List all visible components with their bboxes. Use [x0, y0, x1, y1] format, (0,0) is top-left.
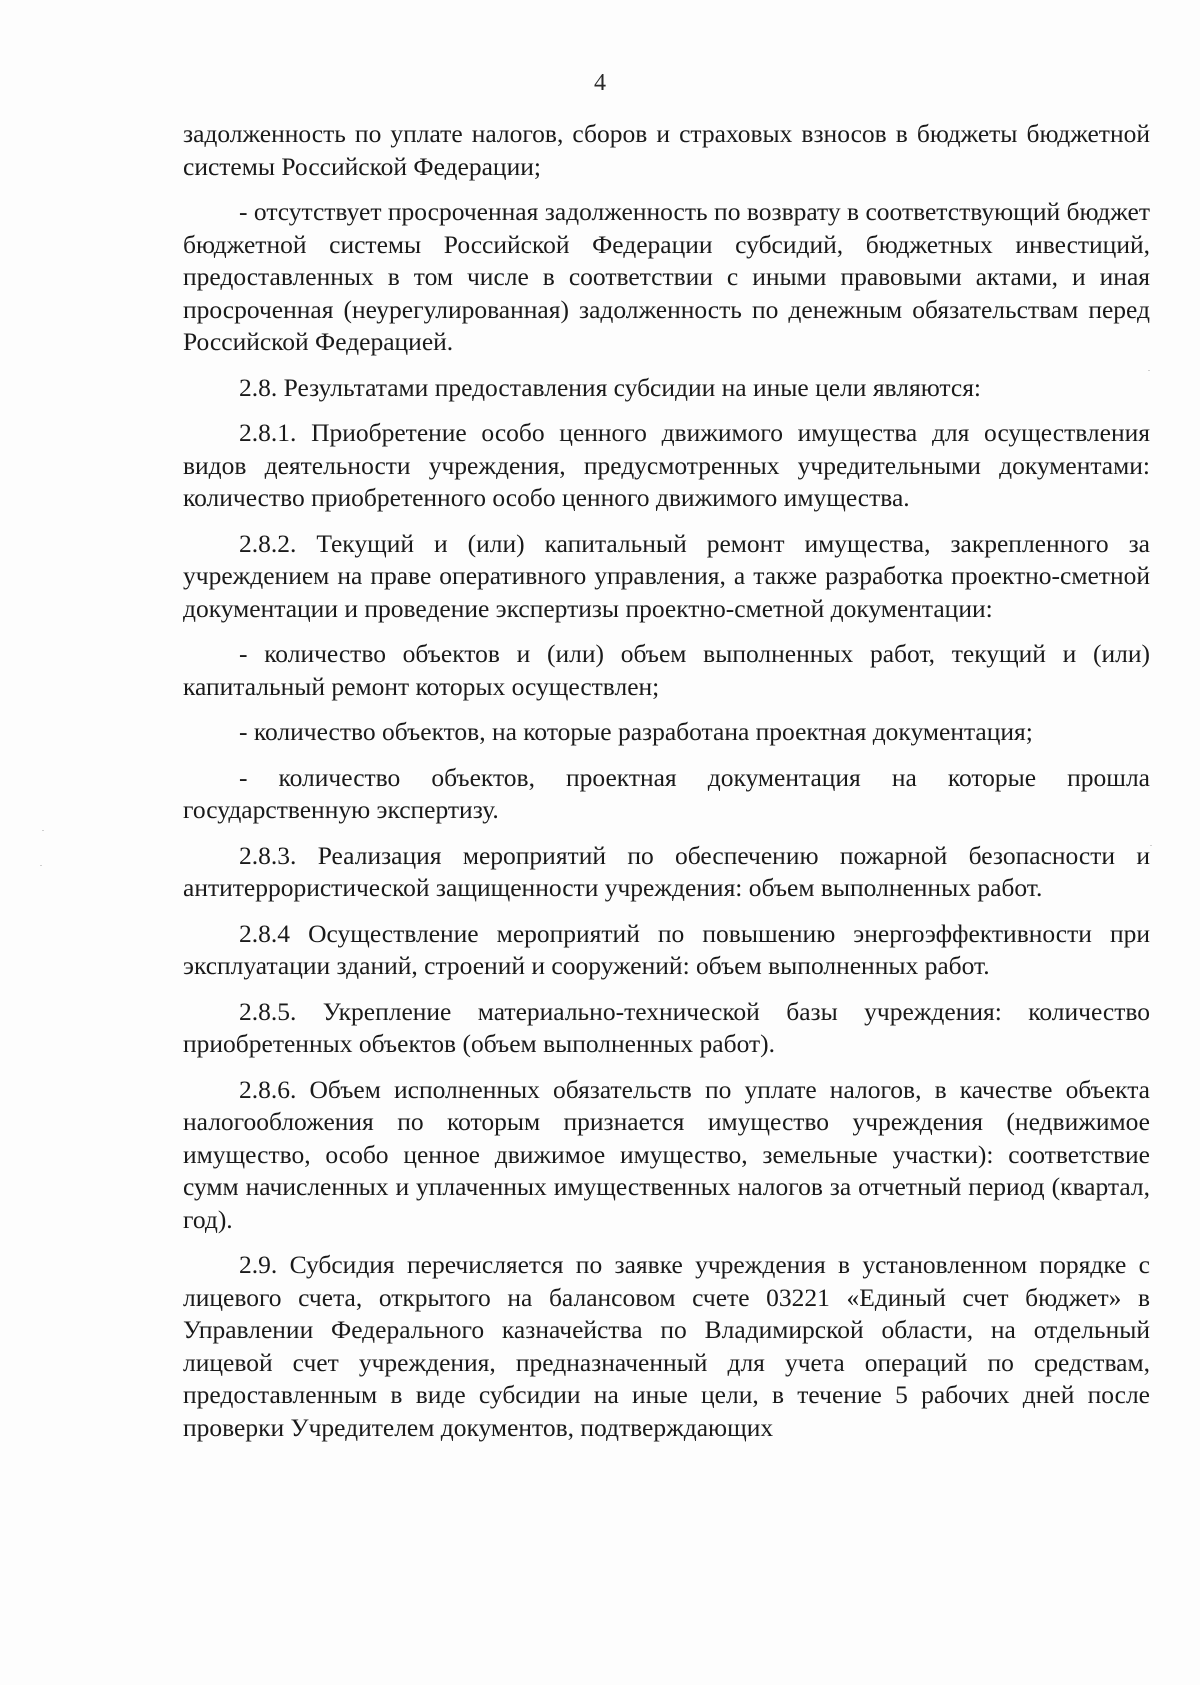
paragraph-2-8-1: 2.8.1. Приобретение особо ценного движимого имущества для осуществления видов деятельности учреждения, предусмотренных учредительными документами: количество приобретенного особо ценного движимого имущества.: [183, 418, 1150, 512]
paragraph-2-8-6: 2.8.6. Объем исполненных обязательств по уплате налогов, в качестве объекта налогообложения по которым признается имущество учреждения (недвижимое имущество, особо ценное движимое имущество, земельные участки): соответствие сумм начисленных и уплаченных имущественных налогов за отчетный период (квартал, год).: [183, 1074, 1150, 1234]
paragraph-debt-continuation: задолженность по уплате налогов, сборов и страховых взносов в бюджеты бюджетной системы Российской Федерации;: [183, 119, 1150, 181]
paragraph-2-8-2: 2.8.2. Текущий и (или) капитальный ремонт имущества, закрепленного за учреждением на праве оперативного управления, а также разработка проектно-сметной документации и проведение экспертизы проектно-сметной документации:: [183, 528, 1150, 623]
paragraph-2-8-3: 2.8.3. Реализация мероприятий по обеспечению пожарной безопасности и антитеррористической защищенности учреждения: объем выполненных работ.: [183, 840, 1150, 902]
paragraph-2-8-5: 2.8.5. Укрепление материально-технической базы учреждения: количество приобретенных объектов (объем выполненных работ).: [183, 996, 1150, 1058]
paragraph-2-9: 2.9. Субсидия перечисляется по заявке учреждения в установленном порядке с лицевого счета, открытого на балансовом счете 03221 «Единый счет бюджет» в Управлении Федерального казначейства по Владимирской области, на отдельный лицевой счет учреждения, предназначенный для учета операций по средствам, предоставленным в виде субсидии на иные цели, в течение 5 рабочих дней после проверки Учредителем документов, подтверждающих: [183, 1250, 1150, 1442]
scan-speck: [40, 865, 42, 866]
scan-speck: [1150, 845, 1152, 846]
paragraph-objects-expertise: - количество объектов, проектная документация на которые прошла государственную экспертизу.: [183, 762, 1150, 824]
paragraph-2-8: 2.8. Результатами предоставления субсидии на иные цели являются:: [239, 372, 982, 402]
scan-speck: [42, 830, 44, 831]
page-number: 4: [594, 70, 606, 96]
paragraph-objects-repaired: - количество объектов и (или) объем выполненных работ, текущий и (или) капитальный ремонт которых осуществлен;: [183, 639, 1150, 701]
scan-speck: [1148, 370, 1150, 371]
paragraph-2-8-4: 2.8.4 Осуществление мероприятий по повышению энергоэффективности при эксплуатации зданий, строений и сооружений: объем выполненных работ.: [183, 918, 1150, 980]
document-body: [183, 118, 1150, 1457]
paragraph-objects-designed: - количество объектов, на которые разработана проектная документация;: [239, 717, 1033, 746]
paragraph-no-overdue-debt: - отсутствует просроченная задолженность по возврату в соответствующий бюджет бюджетной системы Российской Федерации субсидий, бюджетных инвестиций, предоставленных в том числе в соответствии с иными правовыми актами, и иная просроченная (неурегулированная) задолженность по денежным обязательствам перед Российской Федерацией.: [183, 197, 1150, 356]
